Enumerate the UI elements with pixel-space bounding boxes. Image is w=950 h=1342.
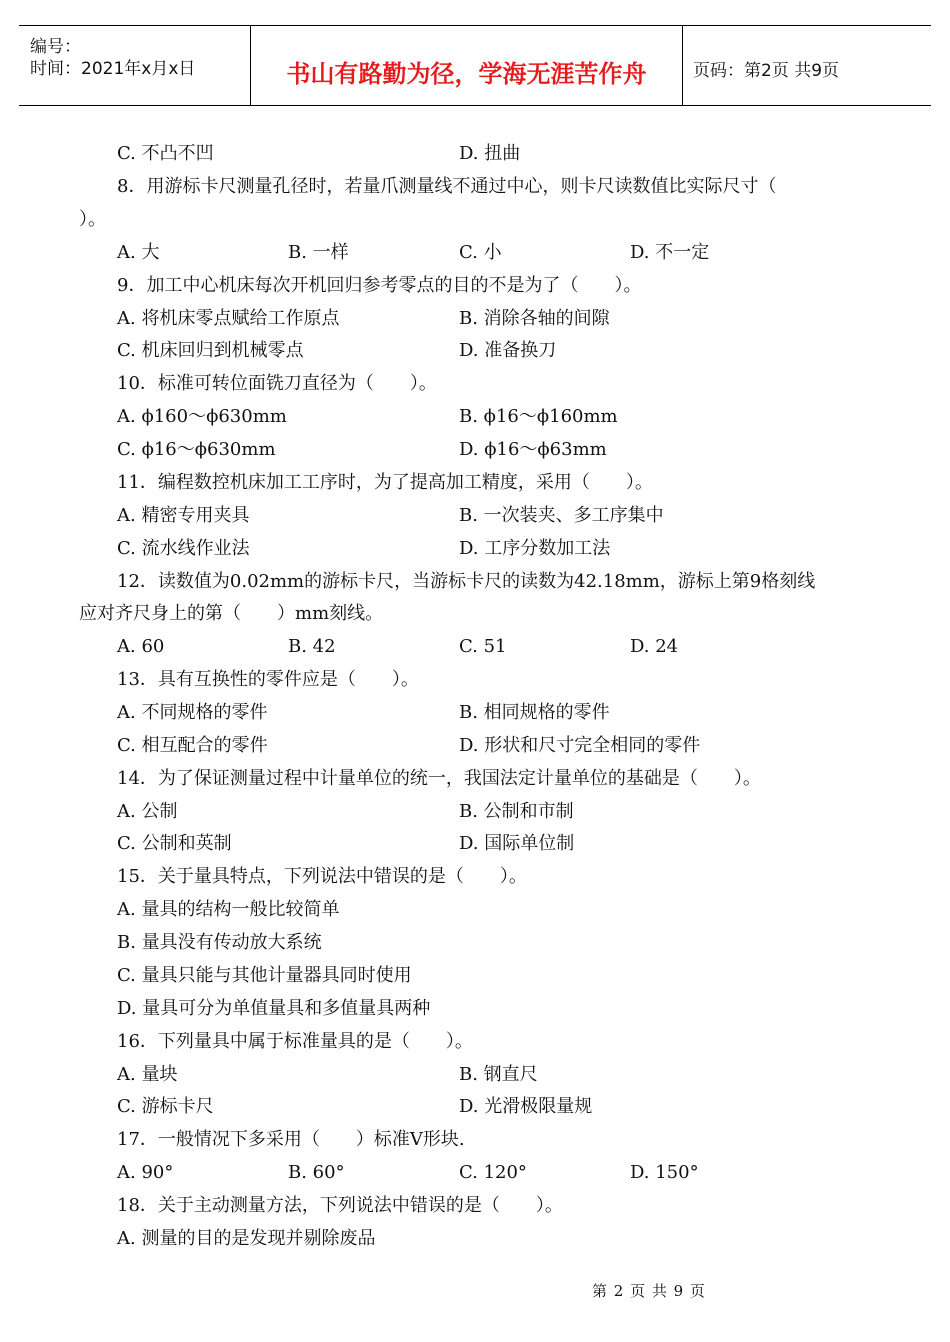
option-text: A. 将机床零点赋给工作原点 (117, 308, 340, 329)
option-text: C. ϕ16～ϕ630mm (117, 439, 276, 460)
option-text: A. 测量的目的是发现并剔除废品 (117, 1228, 376, 1249)
question-text: 14．为了保证测量过程中计量单位的统一，我国法定计量单位的基础是（ ）。 (117, 768, 761, 789)
option-text: C. 公制和英制 (117, 833, 232, 854)
question-text: 18．关于主动测量方法，下列说法中错误的是（ ）。 (117, 1195, 563, 1216)
question-text: 10．标准可转位面铣刀直径为（ ）。 (117, 373, 437, 394)
document-time-label: 时间：2021年x月x日 (30, 59, 196, 79)
option-text: A. 精密专用夹具 (117, 505, 250, 526)
option-text: B. ϕ16～ϕ160mm (459, 406, 618, 427)
option-text: B. 42 (288, 636, 336, 657)
question-text: 16．下列量具中属于标准量具的是（ ）。 (117, 1031, 473, 1052)
option-text: B. 60° (288, 1162, 345, 1183)
question-text: ）。 (79, 209, 106, 230)
option-text: C. 机床回归到机械零点 (117, 340, 304, 361)
question-text: 8．用游标卡尺测量孔径时，若量爪测量线不通过中心，则卡尺读数值比实际尺寸（ (117, 176, 777, 197)
option-text: D. 工序分数加工法 (459, 538, 611, 559)
option-text: B. 消除各轴的间隙 (459, 308, 610, 329)
page-header (19, 25, 931, 106)
option-text: C. 120° (459, 1162, 527, 1183)
option-text: A. 量具的结构一般比较简单 (117, 899, 340, 920)
option-text: C. 量具只能与其他计量器具同时使用 (117, 965, 412, 986)
option-text: A. 不同规格的零件 (117, 702, 268, 723)
option-text: A. 大 (117, 242, 160, 263)
option-text: D. 国际单位制 (459, 833, 575, 854)
header-slogan: 书山有路勤为径，学海无涯苦作舟 (286, 60, 647, 88)
option-text: D. 24 (630, 636, 679, 657)
header-page-cell (683, 26, 931, 105)
option-text: D. 150° (630, 1162, 699, 1183)
option-text: D. 准备换刀 (459, 340, 557, 361)
option-text: D. 扭曲 (459, 143, 521, 164)
option-text: D. 不一定 (630, 242, 710, 263)
option-text: B. 量具没有传动放大系统 (117, 932, 322, 953)
option-text: B. 一样 (288, 242, 349, 263)
option-text: A. 公制 (117, 801, 178, 822)
header-slogan-cell (251, 26, 683, 105)
option-text: B. 相同规格的零件 (459, 702, 610, 723)
option-text: A. ϕ160～ϕ630mm (117, 406, 287, 427)
option-text: C. 游标卡尺 (117, 1096, 214, 1117)
question-text: 11．编程数控机床加工工序时，为了提高加工精度，采用（ ）。 (117, 472, 653, 493)
option-text: D. 形状和尺寸完全相同的零件 (459, 735, 701, 756)
option-text: A. 量块 (117, 1064, 178, 1085)
option-text: D. 光滑极限量规 (459, 1096, 593, 1117)
option-text: B. 钢直尺 (459, 1064, 538, 1085)
document-number-label: 编号： (30, 37, 81, 57)
option-text: A. 60 (117, 636, 165, 657)
question-text: 12．读数值为0.02mm的游标卡尺，当游标卡尺的读数为42.18mm，游标上第9格刻线 (117, 571, 816, 592)
option-text: C. 流水线作业法 (117, 538, 250, 559)
option-text: B. 公制和市制 (459, 801, 574, 822)
option-text: B. 一次装夹、多工序集中 (459, 505, 664, 526)
page-footer: 第 2 页 共 9 页 (592, 1282, 706, 1300)
option-text: D. ϕ16～ϕ63mm (459, 439, 607, 460)
question-text: 9．加工中心机床每次开机回归参考零点的目的不是为了（ ）。 (117, 275, 642, 296)
header-meta-cell (19, 26, 251, 105)
header-page-info: 页码：第2页 共9页 (693, 61, 840, 81)
option-text: A. 90° (117, 1162, 174, 1183)
question-text: 17．一般情况下多采用（ ）标准V形块. (117, 1129, 465, 1150)
option-text: C. 不凸不凹 (117, 143, 214, 164)
question-text: 应对齐尺身上的第（ ）mm刻线。 (79, 603, 384, 624)
question-text: 13．具有互换性的零件应是（ ）。 (117, 669, 419, 690)
option-text: C. 小 (459, 242, 502, 263)
option-text: C. 相互配合的零件 (117, 735, 268, 756)
question-text: 15．关于量具特点，下列说法中错误的是（ ）。 (117, 866, 527, 887)
option-text: D. 量具可分为单值量具和多值量具两种 (117, 998, 431, 1019)
option-text: C. 51 (459, 636, 507, 657)
